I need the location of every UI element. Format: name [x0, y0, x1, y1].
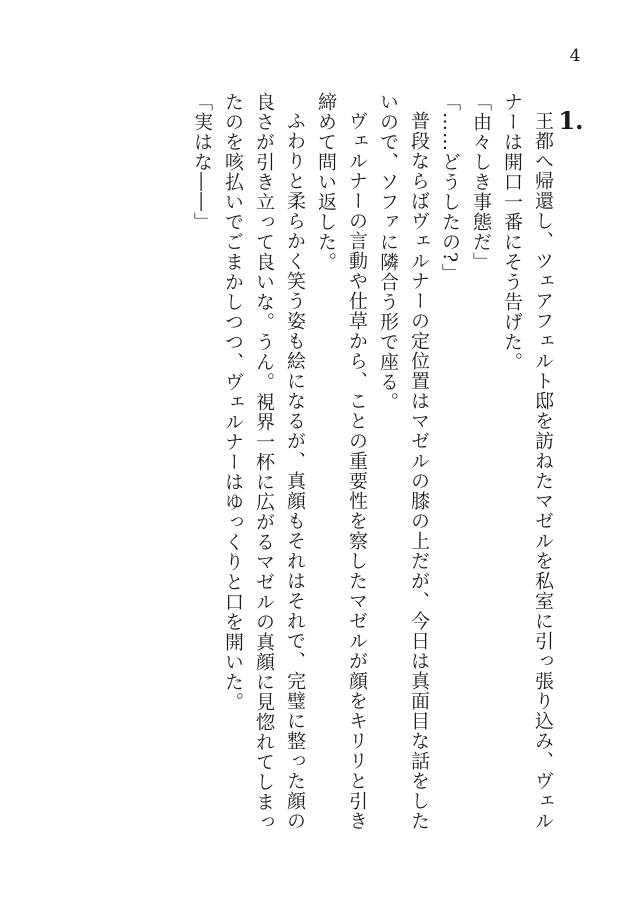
- paragraph: 「……どうしたの?」: [439, 92, 461, 284]
- body-text: [186, 92, 558, 838]
- page-number: 4: [569, 46, 581, 66]
- paragraph: 王都へ帰還し、ツェアフェルト邸を訪ねたマゼルを私室に引っ張り込み、ヴェルナーは開口一番にそう告げた。: [501, 92, 554, 831]
- paragraph: 普段ならばヴェルナーの定位置はマゼルの膝の上だが、今日は真面目な話をしたいので、ソファに隣合う形で座る。: [377, 92, 430, 831]
- paragraph: ヴェルナーの言動や仕草から、ことの重要性を察したマゼルが顔をキリリと引き締めて問い返した。: [315, 92, 368, 831]
- chapter-number: 1.: [558, 106, 584, 135]
- paragraph: 「実はな――」: [191, 92, 213, 232]
- paragraph: ふわりと柔らかく笑う姿も絵になるが、真顔もそれはそれで、完璧に整った顔の良さが引き立って良いな。うん。視界一杯に広がるマゼルの真顔に見惚れてしまったのを咳払いでごまかしつつ、ヴェルナーはゆっくりと口を開いた。: [222, 92, 306, 832]
- paragraph: 「由々しき事態だ」: [470, 92, 492, 272]
